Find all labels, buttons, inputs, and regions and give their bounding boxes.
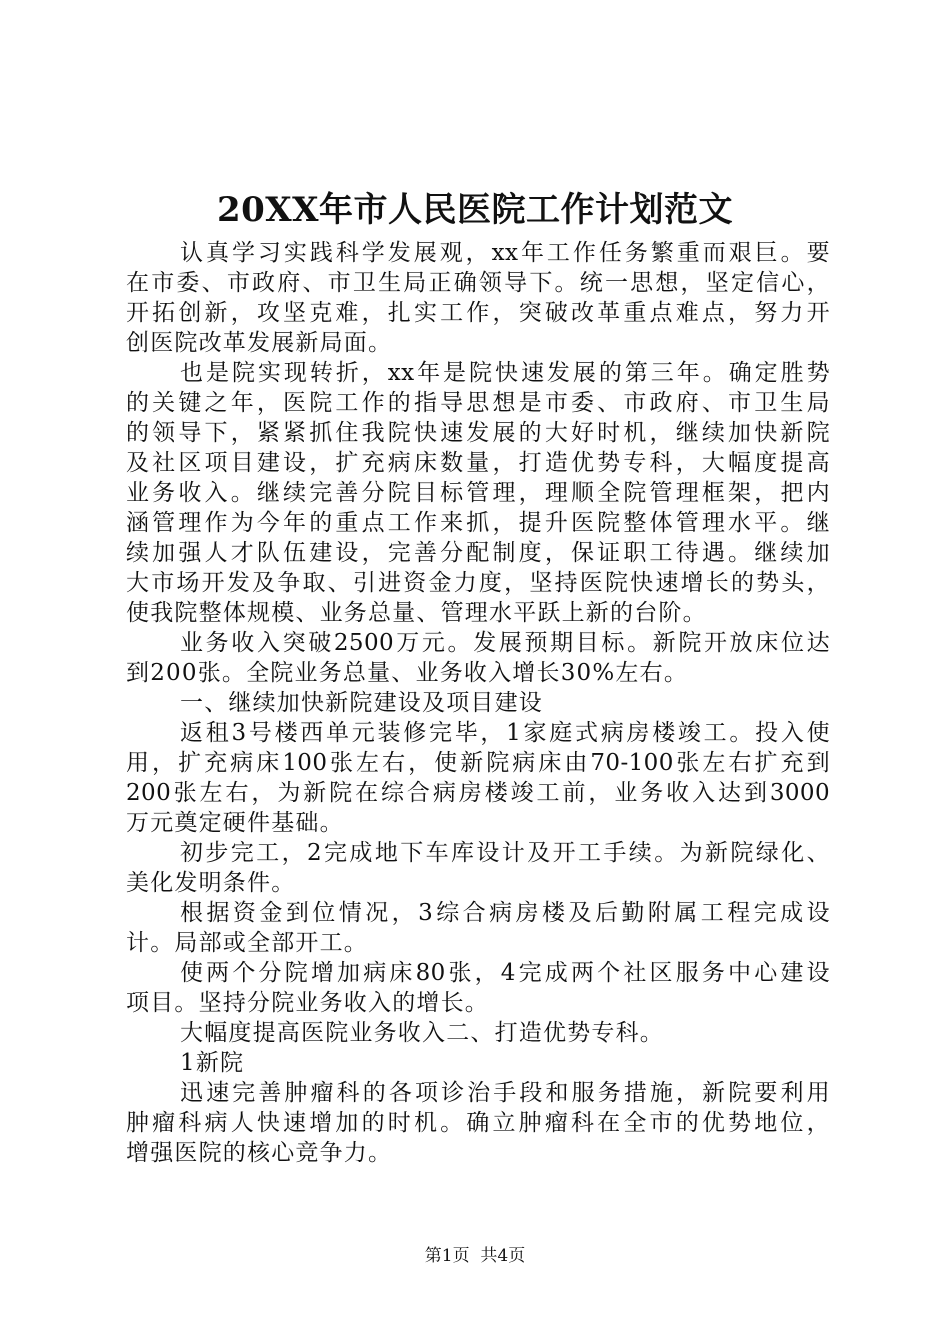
text-line: 认真学习实践科学发展观，xx年工作任务繁重而艰巨。要 (180, 240, 830, 266)
text-line: 大幅度提高医院业务收入二、打造优势专科。 (180, 1020, 664, 1046)
text-line: 业务收入。继续完善分院目标管理，理顺全院管理框架，把内 (126, 480, 830, 506)
text-line: 根据资金到位情况，3综合病房楼及后勤附属工程完成设 (180, 900, 830, 926)
text-line: 万元奠定硬件基础。 (126, 810, 344, 836)
text-line: 美化发明条件。 (126, 870, 296, 896)
text-line: 在市委、市政府、市卫生局正确领导下。统一思想，坚定信心， (126, 270, 830, 296)
text-line: 业务收入突破2500万元。发展预期目标。新院开放床位达 (180, 630, 830, 656)
text-line: 的关键之年，医院工作的指导思想是市委、市政府、市卫生局 (126, 390, 830, 416)
text-line: 计。局部或全部开工。 (126, 930, 368, 956)
section-heading: 一、继续加快新院建设及项目建设 (180, 690, 543, 716)
text-line: 的领导下，紧紧抓住我院快速发展的大好时机，继续加快新院 (126, 420, 830, 446)
text-line: 大市场开发及争取、引进资金力度，坚持医院快速增长的势头， (126, 570, 830, 596)
page-footer: 第1页 共4页 (424, 1246, 526, 1266)
text-line: 涵管理作为今年的重点工作来抓，提升医院整体管理水平。继 (126, 510, 830, 536)
text-line: 项目。坚持分院业务收入的增长。 (126, 990, 489, 1016)
text-line: 到200张。全院业务总量、业务收入增长30%左右。 (126, 660, 689, 686)
text-line: 续加强人才队伍建设，完善分配制度，保证职工待遇。继续加 (126, 540, 830, 566)
text-line: 及社区项目建设，扩充病床数量，打造优势专科，大幅度提高 (126, 450, 830, 476)
text-line: 200张左右，为新院在综合病房楼竣工前，业务收入达到3000 (126, 780, 830, 806)
document-body (126, 238, 830, 1168)
section-heading: 1新院 (180, 1050, 245, 1076)
text-line: 肿瘤科病人快速增加的时机。确立肿瘤科在全市的优势地位， (126, 1110, 830, 1136)
text-line: 初步完工，2完成地下车库设计及开工手续。为新院绿化、 (180, 840, 830, 866)
text-line: 使两个分院增加病床80张，4完成两个社区服务中心建设 (180, 960, 830, 986)
text-line: 也是院实现转折，xx年是院快速发展的第三年。确定胜势 (180, 360, 830, 386)
text-line: 创医院改革发展新局面。 (126, 330, 393, 356)
text-line: 增强医院的核心竞争力。 (126, 1140, 393, 1166)
text-line: 开拓创新，攻坚克难，扎实工作，突破改革重点难点，努力开 (126, 300, 830, 326)
text-line: 使我院整体规模、业务总量、管理水平跃上新的台阶。 (126, 600, 707, 626)
text-line: 迅速完善肿瘤科的各项诊治手段和服务措施，新院要利用 (180, 1080, 830, 1106)
text-line: 返租3号楼西单元装修完毕，1家庭式病房楼竣工。投入使 (180, 720, 830, 746)
text-line: 用，扩充病床100张左右，使新院病床由70-100张左右扩充到 (126, 750, 830, 776)
document-title: 20XX年市人民医院工作计划范文 (216, 190, 734, 230)
